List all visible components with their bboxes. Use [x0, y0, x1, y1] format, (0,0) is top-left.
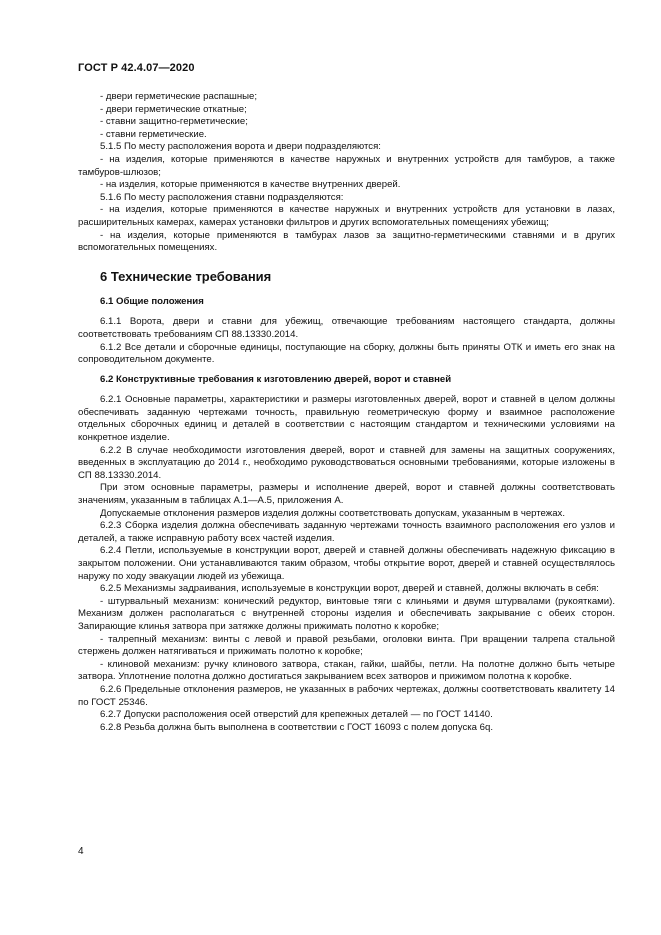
paragraph: При этом основные параметры, размеры и исполнение дверей, ворот и ставней должны соответствовать значениям, указанным в таблицах А.1—А.5, приложения А.	[78, 482, 615, 507]
list-item: - двери герметические распашные;	[100, 91, 258, 102]
clause-6-2-2: 6.2.2 В случае необходимости изготовления дверей, ворот и ставней для замены на защитных сооружениях, введенных в эксплуатацию до 2014 г., необходимо руководствоваться основными требованиями, которые изложены в СП 88.13330.2014.	[78, 444, 615, 481]
section-heading-6: 6 Технические требования	[100, 268, 272, 284]
clause-6-2-8: 6.2.8 Резьба должна быть выполнена в соответствии с ГОСТ 16093 с полем допуска 6q.	[100, 721, 493, 733]
clause-5-1-5: 5.1.5 По месту расположения ворота и двери подразделяются:	[100, 141, 381, 153]
list-item: - ставни герметические.	[100, 128, 207, 140]
clause-6-2-5: 6.2.5 Механизмы задраивания, используемые в конструкции ворот, дверей и ставней, должны включать в себя:	[100, 583, 599, 595]
list-item: - клиновой механизм: ручку клинового затвора, стакан, гайки, шайбы, петли. На полотне должно быть четыре затвора. Уплотнение полотна должно достигаться закрыванием всех затворов и прижимом полотна к коробке.	[78, 658, 615, 683]
list-item: - штурвальный механизм: конический редуктор, винтовые тяги с клиньями и двумя штурвалами (рукоятками). Механизм должен располагаться с внутренней стороны изделия и обеспечивать закрывание с обеих сторон. Запирающие клинья затвора при затяжке должны прижимать полотно к коробке;	[78, 595, 615, 632]
clause-6-1-2: 6.1.2 Все детали и сборочные единицы, поступающие на сборку, должны быть приняты ОТК и иметь его знак на сопроводительном документе.	[78, 341, 615, 366]
document-header: ГОСТ Р 42.4.07—2020	[78, 62, 195, 74]
clause-6-2-4: 6.2.4 Петли, используемые в конструкции ворот, дверей и ставней должны обеспечивать надежную фиксацию в закрытом положении. Они устанавливаются таким образом, чтобы открытие ворот, дверей и ставней осуществлялось наружу по ходу эвакуации людей из убежища.	[78, 545, 615, 582]
list-item: - талрепный механизм: винты с левой и правой резьбами, оголовки винта. При вращении талрепа стальной стержень должен натягиваться и прижимать полотно к коробке;	[78, 633, 615, 658]
document-body	[78, 91, 615, 734]
clause-5-1-6: 5.1.6 По месту расположения ставни подразделяются:	[100, 191, 344, 203]
clause-6-1-1: 6.1.1 Ворота, двери и ставни для убежищ, отвечающие требованиям настоящего стандарта, должны соответствовать требованиям СП 88.13330.2014.	[78, 316, 615, 340]
list-item: - на изделия, которые применяются в качестве внутренних дверей.	[100, 179, 401, 191]
list-item: - двери герметические откатные;	[100, 103, 247, 115]
list-item: - на изделия, которые применяются в тамбурах лазов за защитно-герметическими ставнями и в других вспомогательных помещениях.	[78, 229, 615, 254]
list-item: - на изделия, которые применяются в качестве наружных и внутренних устройств для установки в лазах, расширительных камерах, камерах установки фильтров и других вспомогательных помещениях убежищ;	[78, 204, 615, 228]
list-item: - на изделия, которые применяются в качестве наружных и внутренних устройств для тамбуров, а также тамбуров-шлюзов;	[78, 153, 615, 178]
paragraph: Допускаемые отклонения размеров изделия должны соответствовать допускам, указанным в чертежах.	[100, 507, 566, 519]
clause-6-2-6: 6.2.6 Предельные отклонения размеров, не указанных в рабочих чертежах, должны соответствовать квалитету 14 по ГОСТ 25346.	[78, 683, 615, 708]
clause-6-2-7: 6.2.7 Допуски расположения осей отверстий для крепежных деталей — по ГОСТ 14140.	[100, 709, 493, 721]
clause-6-2-3: 6.2.3 Сборка изделия должна обеспечивать заданную чертежами точность взаимного расположения его узлов и деталей, а также исправную работу всех частей изделия.	[78, 520, 615, 544]
subsection-heading-6-2: 6.2 Конструктивные требования к изготовлению дверей, ворот и ставней	[100, 373, 452, 385]
subsection-heading-6-1: 6.1 Общие положения	[100, 295, 204, 307]
clause-6-2-1: 6.2.1 Основные параметры, характеристики и размеры изготовленных дверей, ворот и ставней в целом должны обеспечивать заданную чертежами точность, правильную геометрическую форму и взаимное расположение отдельных сборочных единиц и деталей в соответствии с настоящим стандартом и техническими условиями на конкретное изделие.	[78, 394, 615, 444]
page-number: 4	[78, 846, 84, 857]
list-item: - ставни защитно-герметические;	[100, 116, 248, 128]
